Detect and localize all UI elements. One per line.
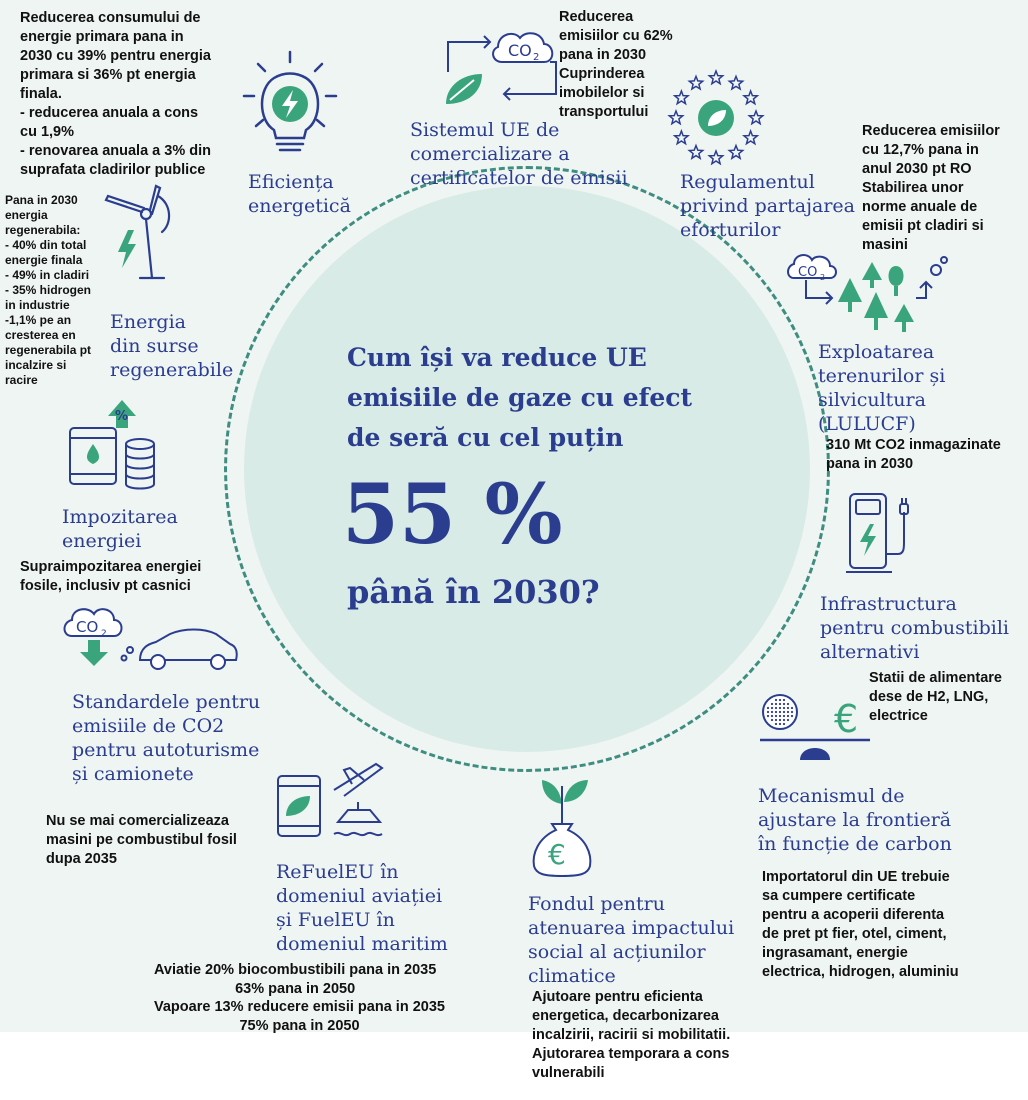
car-co2-icon <box>60 604 240 678</box>
balance-euro-icon <box>760 690 880 762</box>
fuel-coins-icon <box>64 392 164 500</box>
refuel-aviation-note: Aviatie 20% biocombustibili pana in 2035 63% pana in 2050 <box>154 962 437 997</box>
lulucf-title: Exploatarea terenurilor și silvicultura (LULUCF) <box>818 341 946 435</box>
euro-icon: € <box>834 697 859 741</box>
social-fund-note: Ajutoare pentru eficienta energetica, decarbonizarea incalzirii, racirii si mobilitatii. Ajutorarea temporara a cons vulnerabili <box>532 989 731 1081</box>
co2-subscript: 2 <box>101 629 107 639</box>
alt-fuels-note: Statii de alimentare dese de H2, LNG, electrice <box>869 670 1002 724</box>
ets-note: Reducerea emisiilor cu 62% pana in 2030 Cuprinderea imobilelor si transportului <box>559 9 673 120</box>
social-fund-title: Fondul pentru atenuarea impactului social al acțiunilor climatice <box>528 893 735 987</box>
energy-tax-note: Supraimpozitarea energiei fosile, inclusiv pt casnici <box>20 559 202 594</box>
energy-efficiency-note: Reducerea consumului de energie primara pana in 2030 cu 39% pentru energia primara si 36% pt energia finala. - reducerea anuala a cons cu 1,9% - renovarea anuala a 3% din suprafata cladirilor publice <box>20 10 211 178</box>
wind-turbine-icon <box>102 186 182 286</box>
lightbulb-icon <box>238 48 338 158</box>
star-icon <box>744 131 757 144</box>
fuel-plane-ship-icon <box>274 760 394 856</box>
euro-icon: € <box>548 838 566 871</box>
eu-stars-icon <box>666 68 766 168</box>
refuel-maritime-note: Vapoare 13% reducere emisii pana in 2035 75% pana in 2050 <box>154 999 445 1034</box>
energy-tax-title: Impozitarea energiei <box>62 506 178 552</box>
star-icon <box>689 146 702 159</box>
star-icon <box>744 91 757 104</box>
co2-subscript: 2 <box>820 273 826 282</box>
star-icon <box>709 71 722 84</box>
star-icon <box>749 111 762 124</box>
target-deadline: până în 2030? <box>347 573 600 611</box>
central-question: Cum își va reduce UE emisiile de gaze cu efect de seră cu cel puțin <box>347 343 693 452</box>
effort-sharing-title: Regulamentul privind partajarea eforturilor <box>680 171 855 241</box>
star-icon <box>675 131 688 144</box>
energy-efficiency-title: Eficiența energetică <box>248 171 351 217</box>
renewables-title: Energia din surse regenerabile <box>110 311 234 381</box>
star-icon <box>729 76 742 89</box>
ets-title: Sistemul UE de comercializare a certificatelor de emisii <box>410 119 628 189</box>
target-value: 55 % <box>342 467 563 563</box>
co2-standards-note: Nu se mai comercializeaza masini pe combustibul fosil dupa 2035 <box>46 813 237 867</box>
co2-label: CO <box>76 618 99 636</box>
co2-label: CO <box>508 41 532 60</box>
star-icon <box>675 91 688 104</box>
star-icon <box>709 151 722 164</box>
co2-standards-title: Standardele pentru emisiile de CO2 pentru autoturisme și camionete <box>72 691 261 785</box>
cloud-leaf-icon <box>440 12 570 112</box>
cbam-title: Mecanismul de ajustare la frontieră în funcție de carbon <box>758 785 952 855</box>
renewables-note: Pana in 2030 energia regenerabila: - 40% din total energie finala - 49% in cladiri - 35% hidrogen in industrie -1,1% pe an cresterea en regenerabila pt incalzire si racire <box>5 193 92 387</box>
charging-station-icon <box>846 490 916 578</box>
effort-sharing-note: Reducerea emisiilor cu 12,7% pana in anul 2030 pt RO Stabilirea unor norme anuale de emisii pt cladiri si masini <box>862 123 1000 253</box>
cbam-note: Importatorul din UE trebuie sa cumpere certificate pentru a acoperii diferenta de pret pt fier, otel, ciment, ingrasamant, energie electrica, hidrogen, aluminiu <box>762 869 959 980</box>
refuel-title: ReFuelEU în domeniul aviației și FuelEU în domeniul maritim <box>276 861 448 955</box>
trees-co2-icon <box>786 252 956 340</box>
co2-label: CO <box>798 265 818 280</box>
co2-subscript: 2 <box>533 52 540 63</box>
lulucf-note: 310 Mt CO2 inmagazinate pana in 2030 <box>826 437 1001 472</box>
star-icon <box>689 76 702 89</box>
star-icon <box>729 146 742 159</box>
alt-fuels-title: Infrastructura pentru combustibili alternativi <box>820 593 1009 663</box>
money-bag-plant-icon <box>524 772 604 880</box>
percent-icon: % <box>115 409 129 424</box>
